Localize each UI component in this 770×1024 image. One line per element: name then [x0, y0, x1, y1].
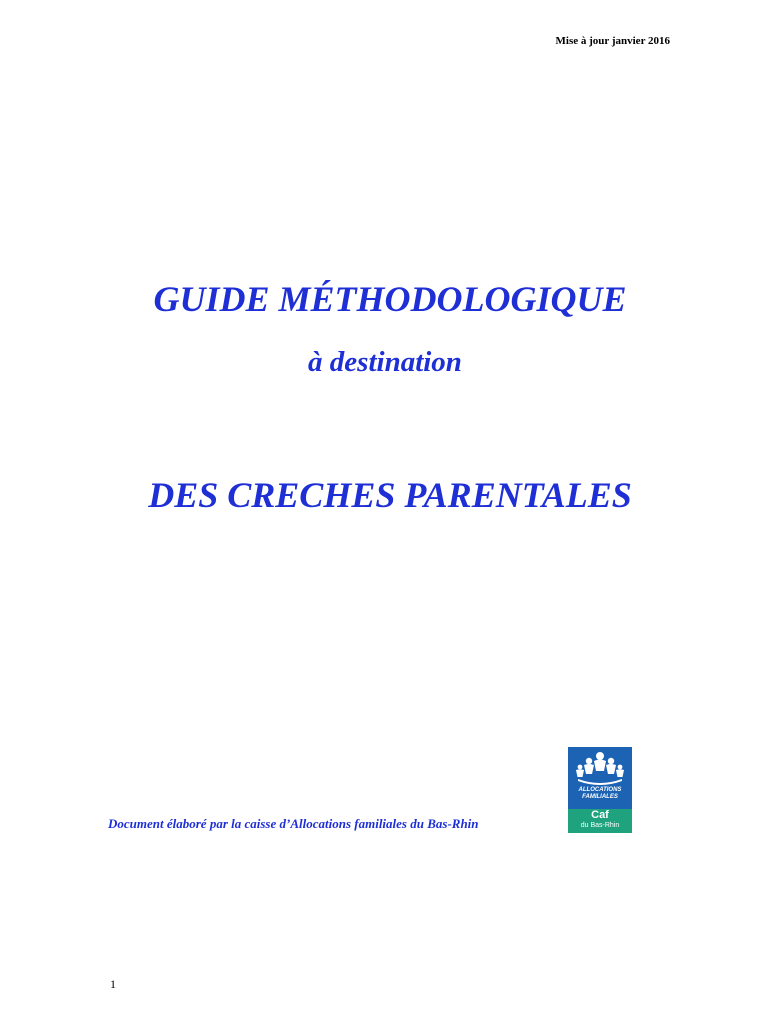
document-target-audience: DES CRECHES PARENTALES [148, 475, 632, 515]
author-line: Document élaboré par la caisse d’Allocations familiales du Bas-Rhin [108, 816, 479, 831]
logo-org-name [568, 787, 632, 801]
logo-region: du Bas-Rhin [580, 822, 620, 829]
document-title: GUIDE MÉTHODOLOGIQUE [153, 279, 627, 319]
family-emblem-icon [568, 747, 632, 787]
page-number: 1 [110, 977, 116, 991]
logo-top-panel [568, 747, 632, 809]
logo-org-line2: FAMILIALES [582, 794, 618, 800]
caf-logo [568, 747, 632, 833]
update-date: Mise à jour janvier 2016 [555, 35, 670, 47]
logo-brand: Caf [591, 809, 609, 821]
document-subtitle: à destination [308, 346, 462, 378]
logo-org-line1: ALLOCATIONS [578, 787, 622, 793]
